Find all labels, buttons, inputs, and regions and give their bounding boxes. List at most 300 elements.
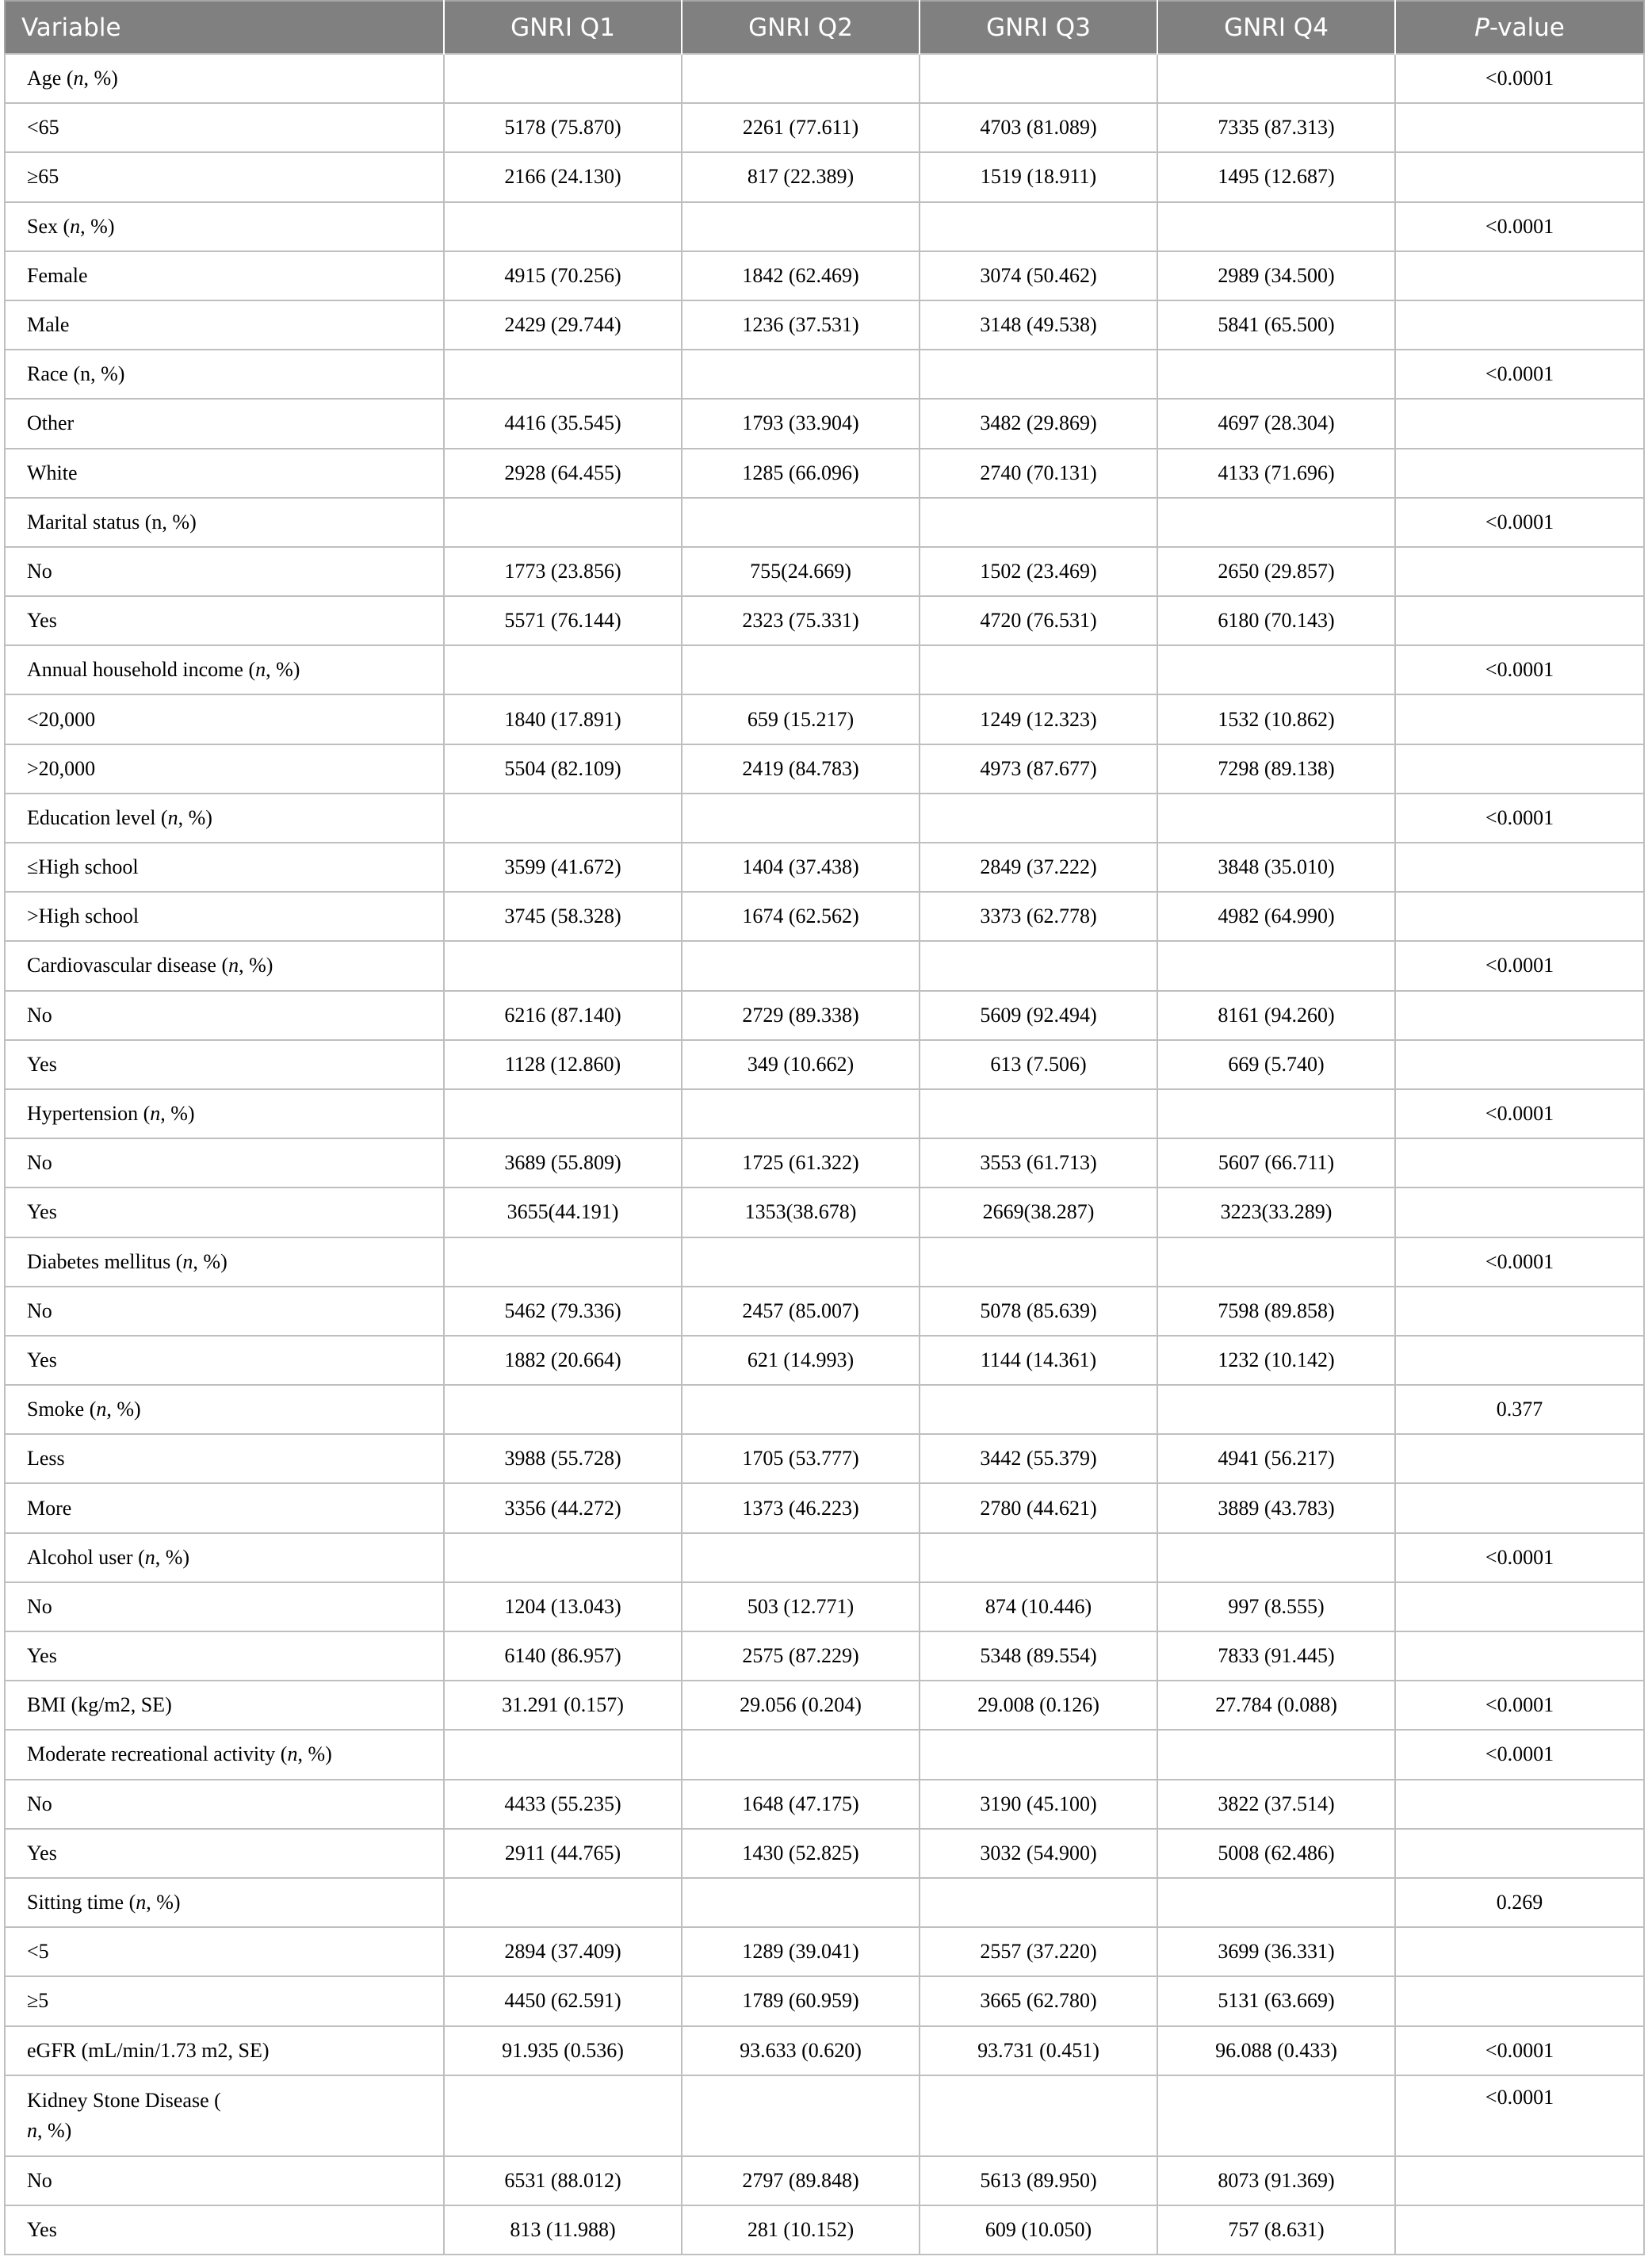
gnri-q2-cell: 2323 (75.331) [682,596,920,645]
variable-cell: <20,000 [5,694,444,744]
table-row [5,1976,1644,2025]
p-value-cell [1395,251,1644,300]
variable-cell: White [5,449,444,498]
p-value-cell: <0.0001 [1395,645,1644,694]
variable-label-text: Sex ( [27,214,71,238]
gnri-q4-cell: 5131 (63.669) [1157,1976,1395,2025]
gnri-q2-cell: 349 (10.662) [682,1040,920,1089]
p-value-cell [1395,1927,1644,1976]
gnri-q3-cell: 609 (10.050) [920,2205,1157,2255]
gnri-q2-cell: 1285 (66.096) [682,449,920,498]
variable-cell: Marital status (n, %) [5,498,444,547]
variable-cell [5,645,444,694]
variable-label-suffix: , %) [239,954,273,977]
variable-cell: ≤High school [5,843,444,892]
variable-label-italic: n [228,954,239,977]
variable-cell: No [5,1780,444,1829]
gnri-q3-cell: 1519 (18.911) [920,152,1157,201]
gnri-q4-cell: 7833 (91.445) [1157,1631,1395,1681]
p-value-cell [1395,399,1644,448]
gnri-q4-cell: 27.784 (0.088) [1157,1681,1395,1730]
p-value-cell [1395,2156,1644,2205]
gnri-q1-cell: 31.291 (0.157) [444,1681,682,1730]
gnri-q1-cell: 1773 (23.856) [444,547,682,596]
variable-cell: ≥5 [5,1976,444,2025]
gnri-q3-cell: 93.731 (0.451) [920,2026,1157,2075]
variable-label-text: Diabetes mellitus ( [27,1249,183,1273]
gnri-q3-cell: 4720 (76.531) [920,596,1157,645]
gnri-q2-cell [682,1385,920,1434]
variable-cell: Other [5,399,444,448]
gnri-q4-cell: 4133 (71.696) [1157,449,1395,498]
gnri-q4-cell [1157,1385,1395,1434]
gnri-q4-cell [1157,54,1395,103]
gnri-q3-cell [920,350,1157,399]
variable-label-italic: n [167,805,178,829]
table-row [5,399,1644,448]
variable-label-text: Cardiovascular disease ( [27,954,229,977]
header-gnri-q3: GNRI Q3 [920,1,1157,54]
gnri-q2-cell [682,1237,920,1287]
variable-label-italic: n [70,214,81,238]
gnri-q1-cell: 6531 (88.012) [444,2156,682,2205]
variable-label-italic: n [27,2118,37,2142]
p-value-cell [1395,1780,1644,1829]
table-row [5,1681,1644,1730]
p-value-cell [1395,744,1644,794]
p-value-cell [1395,1631,1644,1681]
gnri-q4-cell: 7598 (89.858) [1157,1287,1395,1336]
variable-cell: Yes [5,1188,444,1237]
table-row [5,1385,1644,1434]
gnri-q4-cell [1157,1089,1395,1138]
variable-cell: Race (n, %) [5,350,444,399]
gnri-q3-cell: 3074 (50.462) [920,251,1157,300]
gnri-q3-cell: 2669(38.287) [920,1188,1157,1237]
gnri-q3-cell: 4703 (81.089) [920,103,1157,152]
gnri-q4-cell: 3699 (36.331) [1157,1927,1395,1976]
table-row [5,1483,1644,1532]
gnri-q4-cell [1157,2075,1395,2156]
table-row [5,941,1644,990]
table-row [5,103,1644,152]
variable-cell: >20,000 [5,744,444,794]
gnri-q3-cell: 3148 (49.538) [920,300,1157,350]
gnri-q2-cell: 621 (14.993) [682,1336,920,1385]
variable-label-suffix: , %) [297,1742,332,1766]
p-value-cell [1395,1040,1644,1089]
gnri-q2-cell: 93.633 (0.620) [682,2026,920,2075]
variable-label-italic: n [287,1742,298,1766]
gnri-q2-cell: 503 (12.771) [682,1582,920,1631]
variable-cell: No [5,1287,444,1336]
gnri-q3-cell: 1249 (12.323) [920,694,1157,744]
table-row [5,1582,1644,1631]
gnri-q1-cell [444,498,682,547]
variable-label-text: Age ( [27,67,74,90]
p-value-cell: <0.0001 [1395,2026,1644,2075]
table-row [5,1878,1644,1927]
gnri-q3-cell: 2849 (37.222) [920,843,1157,892]
variable-cell [5,1385,444,1434]
gnri-q1-cell: 4915 (70.256) [444,251,682,300]
gnri-q1-cell: 813 (11.988) [444,2205,682,2255]
variable-cell [5,1089,444,1138]
gnri-q4-cell [1157,350,1395,399]
gnri-q1-cell [444,1385,682,1434]
p-value-cell [1395,694,1644,744]
variable-cell [5,1878,444,1927]
variable-cell: <65 [5,103,444,152]
gnri-q1-cell [444,1237,682,1287]
gnri-q2-cell: 817 (22.389) [682,152,920,201]
p-value-cell: <0.0001 [1395,1681,1644,1730]
gnri-q1-cell: 4450 (62.591) [444,1976,682,2025]
p-value-cell [1395,1336,1644,1385]
gnri-q2-cell: 659 (15.217) [682,694,920,744]
gnri-q1-cell: 2928 (64.455) [444,449,682,498]
gnri-q3-cell [920,941,1157,990]
p-value-cell [1395,892,1644,941]
variable-label-italic: n [136,1891,147,1914]
variable-cell [5,1730,444,1779]
variable-cell: No [5,547,444,596]
gnri-q2-cell: 29.056 (0.204) [682,1681,920,1730]
gnri-q3-cell: 3032 (54.900) [920,1829,1157,1878]
p-value-cell [1395,103,1644,152]
gnri-q1-cell: 1204 (13.043) [444,1582,682,1631]
gnri-q1-cell [444,794,682,843]
table-row [5,2156,1644,2205]
table-row [5,843,1644,892]
gnri-q1-cell: 3356 (44.272) [444,1483,682,1532]
table-row [5,645,1644,694]
gnri-q2-cell [682,2075,920,2156]
gnri-q1-cell: 4416 (35.545) [444,399,682,448]
table-row [5,2075,1644,2156]
p-value-cell [1395,1188,1644,1237]
gnri-q2-cell: 1705 (53.777) [682,1434,920,1483]
gnri-q1-cell [444,202,682,251]
variable-label-suffix: , %) [178,805,212,829]
gnri-q4-cell: 7335 (87.313) [1157,103,1395,152]
variable-label-suffix: , %) [83,67,118,90]
gnri-q2-cell: 2457 (85.007) [682,1287,920,1336]
table-container [4,0,1643,2263]
gnri-q3-cell: 5348 (89.554) [920,1631,1157,1681]
p-value-cell [1395,1287,1644,1336]
gnri-q3-cell [920,1385,1157,1434]
table-row [5,251,1644,300]
gnri-q2-cell: 2797 (89.848) [682,2156,920,2205]
variable-cell: Yes [5,2205,444,2255]
variable-cell: No [5,1582,444,1631]
table-row [5,1927,1644,1976]
gnri-q1-cell: 5178 (75.870) [444,103,682,152]
gnri-q3-cell [920,202,1157,251]
gnri-q1-cell: 3599 (41.672) [444,843,682,892]
gnri-q1-cell: 1128 (12.860) [444,1040,682,1089]
gnri-q3-cell [920,645,1157,694]
gnri-q2-cell: 281 (10.152) [682,2205,920,2255]
variable-cell [5,1237,444,1287]
gnri-q3-cell: 3190 (45.100) [920,1780,1157,1829]
gnri-q4-cell [1157,1237,1395,1287]
gnri-q4-cell: 757 (8.631) [1157,2205,1395,2255]
p-value-cell: <0.0001 [1395,202,1644,251]
table-row [5,1287,1644,1336]
header-p-italic: P [1474,13,1489,42]
gnri-q4-cell: 8161 (94.260) [1157,991,1395,1040]
gnri-q3-cell: 2557 (37.220) [920,1927,1157,1976]
gnri-q3-cell: 1502 (23.469) [920,547,1157,596]
gnri-q4-cell: 3223(33.289) [1157,1188,1395,1237]
gnri-q2-cell [682,1730,920,1779]
p-value-cell: <0.0001 [1395,1237,1644,1287]
gnri-q1-cell: 3655(44.191) [444,1188,682,1237]
variable-cell: Less [5,1434,444,1483]
gnri-q1-cell: 2166 (24.130) [444,152,682,201]
gnri-q2-cell: 755(24.669) [682,547,920,596]
p-value-cell [1395,596,1644,645]
table-row [5,1237,1644,1287]
gnri-q1-cell [444,350,682,399]
gnri-q3-cell: 3665 (62.780) [920,1976,1157,2025]
gnri-q3-cell [920,1089,1157,1138]
p-value-cell [1395,152,1644,201]
gnri-q1-cell: 6216 (87.140) [444,991,682,1040]
table-row [5,2205,1644,2255]
table-row [5,1434,1644,1483]
gnri-q4-cell: 5008 (62.486) [1157,1829,1395,1878]
variable-cell: ≥65 [5,152,444,201]
table-row [5,152,1644,201]
gnri-q1-cell [444,2075,682,2156]
table-row [5,1829,1644,1878]
variable-label-suffix: , %) [106,1398,141,1421]
variable-cell: Male [5,300,444,350]
p-value-cell: <0.0001 [1395,1730,1644,1779]
p-value-cell [1395,1976,1644,2025]
gnri-q4-cell: 669 (5.740) [1157,1040,1395,1089]
variable-label-suffix: , %) [193,1249,228,1273]
table-row [5,991,1644,1040]
table-row [5,1089,1644,1138]
header-gnri-q2: GNRI Q2 [682,1,920,54]
gnri-q4-cell: 2989 (34.500) [1157,251,1395,300]
table-row [5,350,1644,399]
table-row [5,54,1644,103]
header-p-suffix: -value [1489,13,1565,42]
p-value-cell: 0.269 [1395,1878,1644,1927]
gnri-q1-cell [444,645,682,694]
variable-cell: No [5,1138,444,1188]
variable-label-text: Education level ( [27,805,168,829]
gnri-q3-cell: 874 (10.446) [920,1582,1157,1631]
gnri-q4-cell [1157,498,1395,547]
gnri-q2-cell: 1842 (62.469) [682,251,920,300]
variable-cell: Yes [5,596,444,645]
gnri-q2-cell: 1674 (62.562) [682,892,920,941]
table-row [5,596,1644,645]
gnri-q1-cell: 5504 (82.109) [444,744,682,794]
variable-label-text: Sitting time ( [27,1891,136,1914]
gnri-q4-cell: 6180 (70.143) [1157,596,1395,645]
gnri-q3-cell [920,1878,1157,1927]
variable-cell: eGFR (mL/min/1.73 m2, SE) [5,2026,444,2075]
gnri-q3-cell: 5613 (89.950) [920,2156,1157,2205]
gnri-q2-cell [682,1878,920,1927]
gnri-q3-cell [920,54,1157,103]
p-value-cell: <0.0001 [1395,2075,1644,2156]
variable-cell: Yes [5,1829,444,1878]
variable-cell: <5 [5,1927,444,1976]
p-value-cell [1395,991,1644,1040]
variable-label-italic: n [144,1545,155,1569]
p-value-cell [1395,547,1644,596]
table-body [5,54,1644,2255]
variable-label-suffix: , %) [155,1545,190,1569]
gnri-q1-cell: 2911 (44.765) [444,1829,682,1878]
variable-label-suffix: , %) [266,658,300,682]
variable-label-text: Hypertension ( [27,1102,151,1126]
gnri-q1-cell [444,54,682,103]
variable-cell [5,794,444,843]
table-row [5,498,1644,547]
p-value-cell: <0.0001 [1395,54,1644,103]
table-row [5,1780,1644,1829]
gnri-q1-cell: 5462 (79.336) [444,1287,682,1336]
gnri-q3-cell: 3373 (62.778) [920,892,1157,941]
variable-cell [5,2075,444,2156]
variable-cell: More [5,1483,444,1532]
p-value-cell [1395,1829,1644,1878]
variable-cell: Female [5,251,444,300]
gnri-q4-cell: 3848 (35.010) [1157,843,1395,892]
p-value-cell [1395,449,1644,498]
variable-cell: No [5,991,444,1040]
table-row [5,1533,1644,1582]
gnri-q2-cell: 1793 (33.904) [682,399,920,448]
variable-cell: Yes [5,1336,444,1385]
gnri-q1-cell: 3745 (58.328) [444,892,682,941]
gnri-q4-cell: 96.088 (0.433) [1157,2026,1395,2075]
gnri-q2-cell: 1648 (47.175) [682,1780,920,1829]
gnri-q1-cell: 3689 (55.809) [444,1138,682,1188]
gnri-q4-cell [1157,941,1395,990]
gnri-q4-cell: 8073 (91.369) [1157,2156,1395,2205]
variable-cell: Yes [5,1040,444,1089]
gnri-q2-cell: 2419 (84.783) [682,744,920,794]
gnri-q4-cell: 4982 (64.990) [1157,892,1395,941]
gnri-q1-cell [444,1878,682,1927]
gnri-q3-cell: 5078 (85.639) [920,1287,1157,1336]
variable-label-italic: n [255,658,266,682]
gnri-q4-cell: 997 (8.555) [1157,1582,1395,1631]
gnri-q1-cell [444,1730,682,1779]
table-row [5,1040,1644,1089]
gnri-q3-cell: 3553 (61.713) [920,1138,1157,1188]
gnri-q2-cell [682,794,920,843]
gnri-q2-cell [682,54,920,103]
gnri-q2-cell: 1430 (52.825) [682,1829,920,1878]
variable-cell [5,1533,444,1582]
table-row [5,1138,1644,1188]
p-value-cell [1395,2205,1644,2255]
p-value-cell [1395,843,1644,892]
p-value-cell: <0.0001 [1395,941,1644,990]
gnri-q4-cell: 1495 (12.687) [1157,152,1395,201]
table-row [5,449,1644,498]
table-row [5,2026,1644,2075]
gnri-q3-cell: 613 (7.506) [920,1040,1157,1089]
p-value-cell: <0.0001 [1395,350,1644,399]
table-row [5,694,1644,744]
gnri-q2-cell [682,202,920,251]
gnri-q3-cell: 29.008 (0.126) [920,1681,1157,1730]
gnri-q4-cell: 7298 (89.138) [1157,744,1395,794]
p-value-cell [1395,300,1644,350]
header-gnri-q4: GNRI Q4 [1157,1,1395,54]
gnri-q3-cell [920,498,1157,547]
variable-cell [5,54,444,103]
gnri-q3-cell [920,794,1157,843]
gnri-q1-cell [444,941,682,990]
baseline-characteristics-table [4,0,1645,2255]
gnri-q1-cell [444,1533,682,1582]
gnri-q2-cell [682,1089,920,1138]
gnri-q2-cell: 2575 (87.229) [682,1631,920,1681]
variable-label-italic: n [73,67,84,90]
gnri-q3-cell: 1144 (14.361) [920,1336,1157,1385]
gnri-q1-cell: 1840 (17.891) [444,694,682,744]
gnri-q2-cell: 1373 (46.223) [682,1483,920,1532]
gnri-q2-cell: 1725 (61.322) [682,1138,920,1188]
gnri-q2-cell: 2729 (89.338) [682,991,920,1040]
gnri-q3-cell: 3442 (55.379) [920,1434,1157,1483]
table-row [5,1730,1644,1779]
table-row [5,744,1644,794]
variable-label-italic: n [182,1249,193,1273]
gnri-q2-cell: 2261 (77.611) [682,103,920,152]
gnri-q1-cell: 2894 (37.409) [444,1927,682,1976]
gnri-q1-cell: 2429 (29.744) [444,300,682,350]
gnri-q2-cell: 1289 (39.041) [682,1927,920,1976]
gnri-q3-cell: 5609 (92.494) [920,991,1157,1040]
gnri-q2-cell [682,350,920,399]
table-row [5,300,1644,350]
gnri-q4-cell [1157,1730,1395,1779]
table-row [5,1188,1644,1237]
gnri-q1-cell: 4433 (55.235) [444,1780,682,1829]
gnri-q3-cell: 4973 (87.677) [920,744,1157,794]
table-row [5,1336,1644,1385]
gnri-q1-cell [444,1089,682,1138]
p-value-cell: <0.0001 [1395,1533,1644,1582]
variable-label-italic: n [150,1102,161,1126]
gnri-q4-cell [1157,202,1395,251]
gnri-q3-cell [920,1730,1157,1779]
gnri-q3-cell: 3482 (29.869) [920,399,1157,448]
gnri-q2-cell: 1404 (37.438) [682,843,920,892]
gnri-q4-cell: 4697 (28.304) [1157,399,1395,448]
gnri-q4-cell: 5607 (66.711) [1157,1138,1395,1188]
p-value-cell [1395,1138,1644,1188]
variable-label-text: Smoke ( [27,1398,97,1421]
gnri-q3-cell [920,1533,1157,1582]
gnri-q2-cell [682,645,920,694]
variable-cell [5,202,444,251]
